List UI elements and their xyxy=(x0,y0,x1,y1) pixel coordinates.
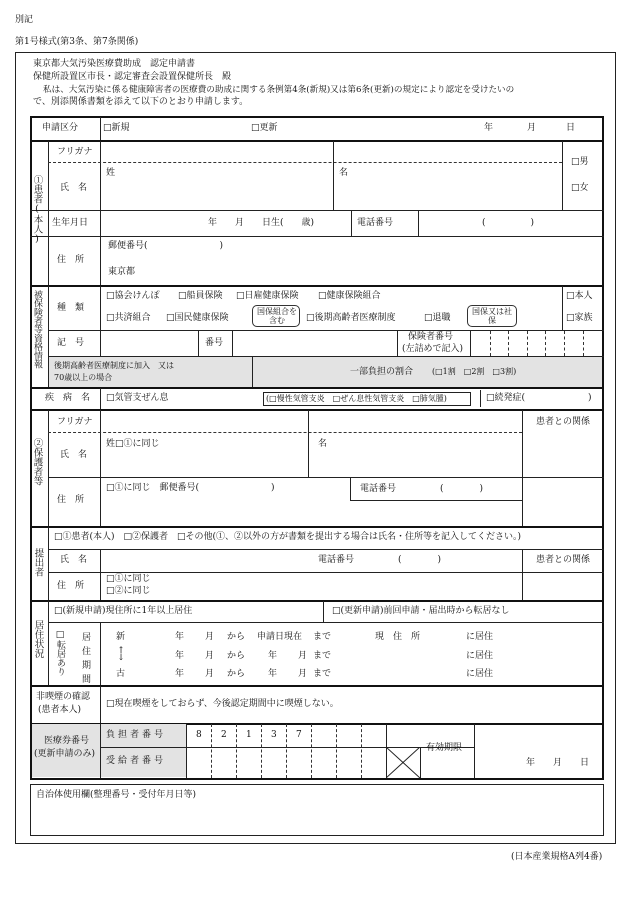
intro-line-1: 私は、大気汚染に係る健康障害者の医療費の助成に関する条例第4条(新規)又は第6条(更新)の規定により認定を受けたいの xyxy=(43,85,515,95)
disease-complication[interactable]: □続発症( ) xyxy=(486,393,592,403)
jis-spec-note: (日本産業規格A列4番) xyxy=(511,852,603,862)
patient-postal-code[interactable]: 郵便番号( ) xyxy=(108,241,224,251)
period-arrow: ↑↓ xyxy=(116,646,126,660)
guardian-section-label: ②保護者等 xyxy=(31,438,43,486)
newest-mark: 新 xyxy=(116,632,126,642)
guardian-phone-field[interactable]: ( ) xyxy=(440,484,484,494)
appendix-label: 別記 xyxy=(15,15,34,25)
payer-digit-2[interactable]: 2 xyxy=(221,730,227,740)
patient-address-label: 住 所 xyxy=(57,255,85,265)
patient-given-name[interactable]: 名 xyxy=(339,168,349,178)
r2-resided: に居住 xyxy=(466,651,494,661)
insurance-type-label: 種 類 xyxy=(57,303,85,313)
submitter-section-label: 提出者 xyxy=(32,548,44,577)
guardian-name-label: 氏 名 xyxy=(60,450,88,460)
application-label: 申請区分 xyxy=(42,123,79,133)
patient-name-label: 氏 名 xyxy=(60,183,88,193)
guardian-furigana-label: フリガナ xyxy=(57,417,93,427)
shaho-note: 国保又は社保 xyxy=(472,307,512,325)
oldest-mark: 古 xyxy=(116,669,126,679)
date-day: 日 xyxy=(566,123,576,133)
insured-family[interactable]: □家族 xyxy=(566,313,593,323)
disease-asthma[interactable]: □気管支ぜん息 xyxy=(106,393,169,403)
ticket-number-label: 医療券番号 xyxy=(44,736,90,746)
guardian-address-label: 住 所 xyxy=(57,495,85,505)
submitter-address-label: 住 所 xyxy=(57,581,85,591)
r2-until: まで xyxy=(313,651,332,661)
submitter-same-as-2[interactable]: □②に同じ xyxy=(106,586,151,596)
nonsmoking-label-1: 非喫煙の確認 xyxy=(36,692,91,702)
ins-kyokai[interactable]: □協会けんぽ xyxy=(106,291,160,301)
dob-field[interactable]: 年 月 日生( 歳) xyxy=(208,218,315,228)
r3-from: から xyxy=(227,669,246,679)
gender-male[interactable]: □男 xyxy=(571,157,589,167)
ins-elderly[interactable]: □後期高齢者医療制度 xyxy=(306,313,396,323)
date-month: 月 xyxy=(527,123,537,133)
r1-current: 申請日現在 xyxy=(257,632,303,642)
dob-label: 生年月日 xyxy=(52,218,89,228)
new-checkbox[interactable]: □新規 xyxy=(103,123,130,133)
number-label: 番号 xyxy=(205,338,224,348)
residence-moved-checkbox[interactable]: □転居あり xyxy=(55,630,65,676)
cross-out-icon xyxy=(386,747,420,778)
r3-month: 月 xyxy=(205,669,215,679)
patient-phone-label: 電話番号 xyxy=(357,218,394,228)
r2-to-month: 月 xyxy=(298,651,308,661)
submitter-same-as-1[interactable]: □①に同じ xyxy=(106,574,151,584)
ins-retired[interactable]: □退職 xyxy=(424,313,451,323)
r3-to-month: 月 xyxy=(298,669,308,679)
form-title: 東京都大気汚染医療費助成 認定申請書 xyxy=(33,59,196,69)
renew-checkbox[interactable]: □更新 xyxy=(251,123,278,133)
submitter-relation-label: 患者との関係 xyxy=(536,555,591,565)
form-number: 第1号様式(第3条、第7条関係) xyxy=(15,37,139,47)
elderly-note-1: 後期高齢者医療制度に加入 又は xyxy=(54,361,174,370)
r2-to-year: 年 xyxy=(268,651,278,661)
guardian-phone-label: 電話番号 xyxy=(360,484,397,494)
r3-to-year: 年 xyxy=(268,669,278,679)
patient-furigana-label: フリガナ xyxy=(57,147,93,157)
r2-from: から xyxy=(227,651,246,661)
patient-section-label: ①患者(本人) xyxy=(31,175,43,245)
patient-phone-field[interactable]: ( ) xyxy=(482,218,535,228)
insurer-number-label: 保険者番号 xyxy=(408,332,454,342)
disease-label: 疾 病 名 xyxy=(45,393,91,403)
disease-options[interactable]: (□慢性気管支炎 □ぜん息性気管支炎 □肺気腫) xyxy=(266,394,447,403)
copay-options[interactable]: (□1割 □2割 □3割) xyxy=(432,367,517,376)
payer-digit-4[interactable]: 3 xyxy=(271,730,277,740)
submitter-phone-label: 電話番号 xyxy=(318,555,355,565)
r2-month: 月 xyxy=(205,651,215,661)
ins-mutual-aid[interactable]: □共済組合 xyxy=(106,313,151,323)
validity-date[interactable]: 年 月 日 xyxy=(526,758,590,768)
r3-until: まで xyxy=(313,669,332,679)
r2-year: 年 xyxy=(175,651,185,661)
insured-self[interactable]: □本人 xyxy=(566,291,593,301)
recipient-number-label: 受給者番号 xyxy=(106,756,167,766)
symbol-label: 記 号 xyxy=(57,338,85,348)
nonsmoking-statement[interactable]: □現在喫煙をしておらず、今後認定期間中に喫煙しない。 xyxy=(106,699,339,709)
validity-label: 有効期限 xyxy=(426,743,463,753)
ticket-renewal-only-note: (更新申請のみ) xyxy=(34,749,96,759)
residence-period-label: 居住期間 xyxy=(80,632,90,688)
r1-current-address: 現 住 所 xyxy=(375,632,421,642)
ins-seaman[interactable]: □船員保険 xyxy=(178,291,223,301)
ins-national[interactable]: □国民健康保険 xyxy=(166,313,229,323)
kokuho-union-note: 国保組合を含む xyxy=(257,307,297,325)
intro-line-2: で、別添関係書類を添えて以下のとおり申請します。 xyxy=(33,97,249,107)
payer-digit-1[interactable]: 8 xyxy=(196,730,202,740)
copay-label: 一部負担の割合 xyxy=(350,367,414,377)
addressee: 保健所設置区市長・認定審査会設置保健所長 殿 xyxy=(33,72,232,82)
elderly-note-2: 70歳以上の場合 xyxy=(54,373,113,382)
r3-resided: に居住 xyxy=(466,669,494,679)
submitter-choice[interactable]: □①患者(本人) □②保護者 □その他(①、②以外の方が書類を提出する場合は氏名・住所等を記入してください。) xyxy=(54,532,522,542)
ins-union[interactable]: □健康保険組合 xyxy=(318,291,381,301)
patient-city: 東京都 xyxy=(108,267,136,277)
guardian-address-postal[interactable]: □①に同じ 郵便番号( ) xyxy=(106,483,275,493)
r1-month: 月 xyxy=(205,632,215,642)
payer-number-label: 負担者番号 xyxy=(106,730,167,740)
nonsmoking-label-2: (患者本人) xyxy=(38,705,82,715)
guardian-given-name[interactable]: 名 xyxy=(318,439,328,449)
r1-until: まで xyxy=(313,632,332,642)
residence-section-label: 居住状況 xyxy=(32,620,44,658)
municipal-use-label: 自治体使用欄(整理番号・受付年月日等) xyxy=(36,790,197,800)
r3-year: 年 xyxy=(175,669,185,679)
submitter-name-label: 氏 名 xyxy=(60,555,88,565)
r1-year: 年 xyxy=(175,632,185,642)
residence-renew-case[interactable]: □(更新申請)前回申請・届出時から転居なし xyxy=(332,606,510,616)
ins-daily[interactable]: □日雇健康保険 xyxy=(236,291,299,301)
submitter-phone-field[interactable]: ( ) xyxy=(398,555,442,565)
guardian-relation-label: 患者との関係 xyxy=(536,417,591,427)
payer-digit-3[interactable]: 1 xyxy=(246,730,252,740)
patient-surname[interactable]: 姓 xyxy=(106,168,116,178)
gender-female[interactable]: □女 xyxy=(571,183,589,193)
r1-from: から xyxy=(227,632,246,642)
date-year: 年 xyxy=(484,123,494,133)
guardian-surname[interactable]: 姓□①に同じ xyxy=(106,439,160,449)
insurance-section-label: 被保険者等資格情報 xyxy=(32,290,42,369)
insurer-number-note: (左詰めで記入) xyxy=(402,344,464,354)
payer-digit-5[interactable]: 7 xyxy=(296,730,302,740)
residence-new-case[interactable]: □(新規申請)現住所に1年以上居住 xyxy=(54,606,193,616)
r1-resided: に居住 xyxy=(466,632,494,642)
